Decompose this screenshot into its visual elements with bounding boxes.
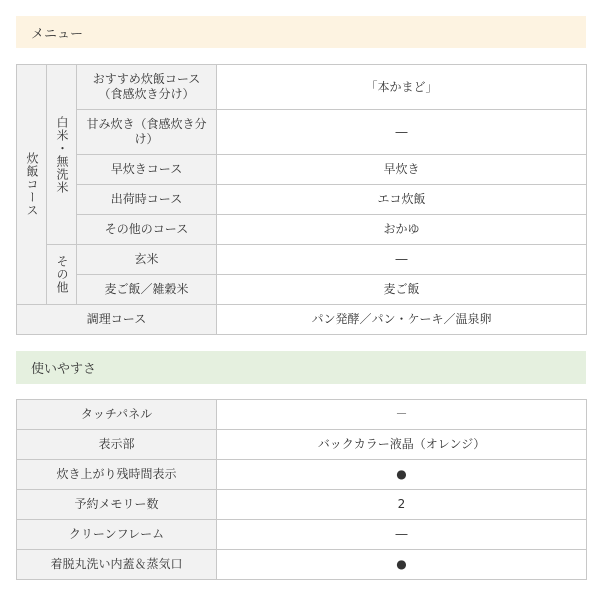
usability-section-title: 使いやすさ (31, 362, 97, 377)
row-label: クリーンフレーム (17, 520, 217, 550)
other-group-label: その他 (55, 255, 69, 294)
table-row (17, 65, 587, 110)
table-row (17, 400, 587, 430)
row-label: 表示部 (17, 430, 217, 460)
row-value: 「本かまど」 (217, 65, 587, 110)
table-row (17, 110, 587, 155)
table-row (17, 215, 587, 245)
table-row (17, 490, 587, 520)
row-label: タッチパネル (17, 400, 217, 430)
rice-course-cell (17, 65, 47, 305)
row-value: － (217, 400, 587, 430)
row-label: 早炊きコース (77, 155, 217, 185)
table-row (17, 430, 587, 460)
other-group-cell (47, 245, 77, 305)
row-label: 着脱丸洗い内蓋＆蒸気口 (17, 550, 217, 580)
row-label: 麦ご飯／雑穀米 (77, 275, 217, 305)
table-row (17, 460, 587, 490)
menu-section-title: メニュー (31, 26, 84, 42)
row-value: ― (217, 110, 587, 155)
table-row (17, 520, 587, 550)
menu-section-header (16, 16, 586, 48)
row-value: 麦ご飯 (217, 275, 587, 305)
usability-spec-table (16, 399, 587, 580)
table-row (17, 305, 587, 335)
row-value: ― (217, 245, 587, 275)
row-value: ― (217, 520, 587, 550)
row-value: ● (217, 550, 587, 580)
table-row (17, 550, 587, 580)
row-value: エコ炊飯 (217, 185, 587, 215)
menu-spec-table (16, 64, 587, 335)
row-label: 玄米 (77, 245, 217, 275)
table-row (17, 185, 587, 215)
cooking-course-label: 調理コース (17, 305, 217, 335)
cooking-course-value: パン発酵／パン・ケーキ／温泉卵 (217, 305, 587, 335)
row-label: 炊き上がり残時間表示 (17, 460, 217, 490)
row-label: その他のコース (77, 215, 217, 245)
row-value: 早炊き (217, 155, 587, 185)
row-label: 予約メモリー数 (17, 490, 217, 520)
row-value: バックカラー液晶（オレンジ） (217, 430, 587, 460)
rice-course-label: 炊飯コース (25, 152, 39, 217)
row-value: 2 (217, 490, 587, 520)
row-label: 甘み炊き（食感炊き分け） (77, 110, 217, 155)
white-rice-group-label: 白米・無洗米 (55, 115, 69, 194)
table-row (17, 275, 587, 305)
white-rice-group-cell (47, 65, 77, 245)
table-row (17, 245, 587, 275)
table-row (17, 155, 587, 185)
row-label: おすすめ炊飯コース（食感炊き分け） (77, 65, 217, 110)
row-value: おかゆ (217, 215, 587, 245)
usability-section-header (16, 351, 586, 384)
row-value: ● (217, 460, 587, 490)
row-label: 出荷時コース (77, 185, 217, 215)
